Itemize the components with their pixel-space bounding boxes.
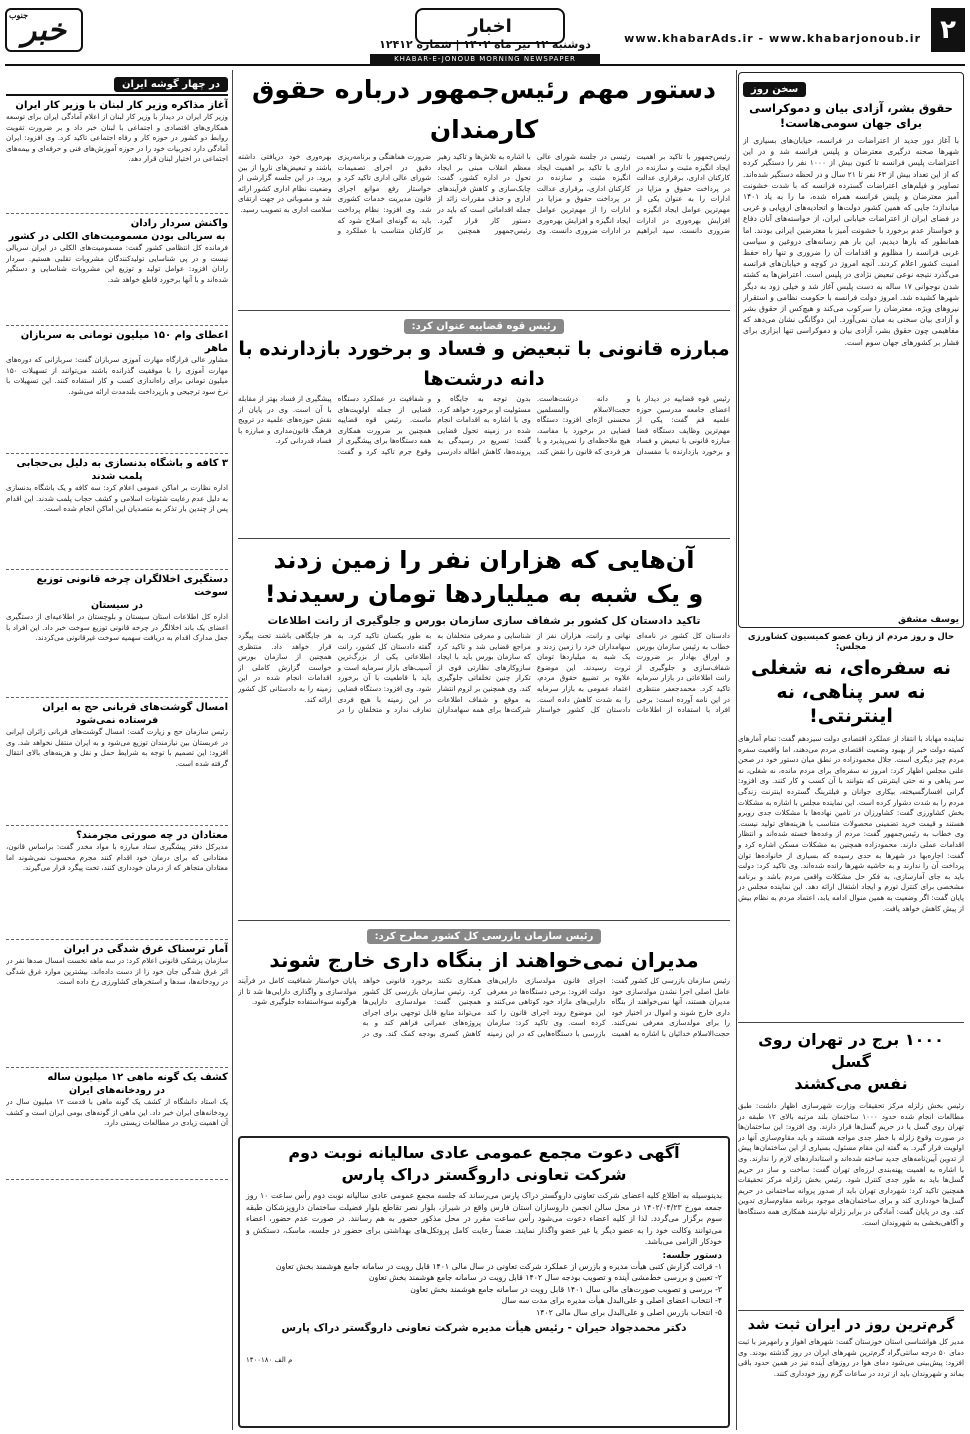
side-news-item	[6, 96, 228, 214]
side-news-title: دستگیری اخلالگران چرخه قانونی توزیع سوخت	[36, 574, 228, 598]
side-news-title: کشف یک گونه ماهی ۱۲ میلیون ساله	[47, 1072, 228, 1083]
towers-title-1: ۱۰۰۰ برج در تهران روی گسل	[758, 1030, 944, 1071]
corruption-title: مبارزه قانونی با تبعیض و فساد و برخورد بازدارنده با دانه درشت‌ها	[238, 338, 730, 390]
side-news-item	[6, 826, 228, 940]
bourse-article	[238, 538, 730, 920]
hottest-article	[738, 1310, 964, 1428]
corruption-kicker: رئیس قوه قضاییه عنوان کرد:	[404, 319, 565, 334]
ad-agenda	[246, 1261, 722, 1319]
side-news-title: اعطای وام ۱۵۰ میلیون تومانی به سربازان ماهر	[20, 330, 228, 354]
side-news-item	[6, 570, 228, 698]
editorial-author: یوسف مشفق	[897, 615, 959, 625]
ad-agenda-item: ۲- تعیین و بررسی خط‌مشی آینده و تصویب بودجه سال ۱۴۰۲ قابل رویت در سامانه جامع هوشمند بخش تعاون	[368, 1273, 722, 1282]
towers-title-2: نفس می‌کشند	[794, 1074, 908, 1093]
main-title: دستور مهم رئیس‌جمهور درباره حقوق کارمندان	[252, 75, 716, 144]
side-news-title: امسال گوشت‌های قربانی حج به ایران	[42, 702, 228, 713]
side-news-subtitle: در رودخانه‌های ایران	[69, 1085, 165, 1096]
hottest-body: مدیر کل هواشناسی استان خوزستان گفت: شهرهای اهواز و رامهرمز با ثبت دمای ۵۰ درجه سانتی‌گراد گرم‌ترین شهرهای ایران در روز گذشته بودند. وی افزود: پیش‌بینی می‌شود دمای هوا در روزهای آینده نیز در همین حدود باقی بماند و شهروندان باید از تردد در ساعات گرم روز خودداری کنند.	[738, 1337, 964, 1378]
side-news-body: اداره کل اطلاعات استان سیستان و بلوچستان در اطلاعیه‌ای از دستگیری اعضای یک باند اخلالگر در چرخه قانونی توزیع سوخت خبر داد. این افراد با جعل مدارک اقدام به دریافت سهمیه سوخت غیرقانونی می‌کردند.	[6, 612, 228, 643]
side-news-body: مشاور عالی قرارگاه مهارت آموزی سربازان گفت: سربازانی که دوره‌های مهارت آموزی را با موفقیت گذرانده باشند می‌توانند از تسهیلات ۱۵۰ میلیون تومانی برای راه‌اندازی کسب و کار استفاده کنند. این تسهیلات با نرخ سود ترجیحی و بازپرداخت بلندمدت ارائه می‌شود.	[6, 355, 228, 396]
side-tag: در چهار گوشه ایران	[114, 77, 228, 92]
nowhere-kicker: حال و روز مردم از زبان عضو کمیسیون کشاورزی مجلس:	[747, 632, 955, 652]
ad-signature: دکتر محمدجواد حیران - رئیس هیأت مدیره شرکت تعاونی داروگستر دراک پارس	[281, 1322, 687, 1334]
side-news-item	[6, 326, 228, 454]
side-news-column	[6, 72, 228, 1430]
nowhere-body: نماینده مهاباد با انتقاد از عملکرد اقتصادی دولت سیزدهم گفت: تمام آمارهای کمیته دولت خبر از بهبود وضعیت اقتصادی مردم می‌دهند، اما واقعیت سفره مردم چیز دیگری است. جلال محمودزاده در نطق میان دستور خود در صحن علنی مجلس اظهار کرد: امروز نه سفره‌ای برای مردم مانده، نه شغلی، نه سر پناهی و نه حتی اینترنتی که بتوانند با آن کسب و کار کنند. وی افزود: گرانی افسارگسیخته، بیکاری جوانان و فیلترینگ گسترده اینترنت زندگی مردم را به شدت دشوار کرده است. این نماینده مجلس با اشاره به مشکلات بخش کشاورزی گفت: کشاورزان در تامین نهاده‌ها با مشکلات جدی روبرو هستند و قیمت خرید تضمینی محصولات متناسب با هزینه‌های تولید نیست. وی خطاب به رئیس‌جمهور گفت: مردم از وعده‌ها خسته شده‌اند و انتظار اقدامات عملی دارند. محمودزاده همچنین به مشکلات مسکن اشاره کرد و گفت: اجاره‌بها در شهرها به حدی رسیده که بسیاری از خانواده‌ها توان پرداخت آن را ندارند و به حاشیه شهرها رانده شده‌اند. وی تاکید کرد: دولت باید به جای آمارسازی، به فکر حل مشکلات واقعی مردم باشد و برنامه مشخصی برای کنترل تورم و ایجاد اشتغال ارائه دهد. این نماینده مجلس در پایان گفت: اگر وضعیت به همین منوال ادامه یابد، اعتماد مردم به نظام بیش از پیش کاهش خواهد یافت.	[738, 734, 964, 913]
editorial-body: با آغاز دور جدید از اعتراضات در فرانسه، خیابان‌های بسیاری از شهرها صحنه درگیری معترضان و پلیس فرانسه شد و در این اعتراضات پلیس فرانسه تا کنون بیش از ۱۰۰۰ نفر را دستگیر کرده که از این تعداد بیش از ۶۳ نفر تا ۲۱ سال و در لحظه دستگیر شده‌اند. تصاویر و فیلم‌های اعتراضات گسترده فرانسه که با شدت خشونت آمیز معترضان و پلیس فرانسه همراه شده، ما را به یاد ۱۴۰۱ میاندازد؛ جایی که همین کشور دولت‌ها و اتحادیه‌های اروپایی و غربی در فضای ایران از اعتراضات خیابانی ایران، از خواسته‌های آنان دفاع و خواستار عدم برخورد با خشونت آمیز با معترضین ایرانی بودند. اما همانطور که بارها دیدیم، این بار هم رسانه‌های دروغین و سیاسی غربی فرانسه را مظلوم و اقدامات آن را ضروری و تنها راه حفظ امنیت کشور اعلام کردند. آنچه امروز در کوچه و خیابان‌های فرانسه می‌گذرد نتیجه نوعی تبعیض نژادی در پلیس است. اعتراض‌ها به کشته شدن نوجوانی ۱۷ ساله به دست پلیس آغاز شد و خیلی زود به دیگر شهرها کشیده شد. امروز دولت فرانسه با حکومت نظامی و استقرار نیروهای ویژه، معترضان را سرکوب می‌کند و هیچ‌کس از حقوق بشر و آزادی بیان سخنی به میان نمی‌آورد. این دوگانگی نشان می‌دهد که مفاهیمی چون حقوق بشر، آزادی بیان و دموکراسی تنها ابزاری برای فشار بر کشورهای جهان سوم است.	[743, 136, 959, 347]
ad-title-1: آگهی دعوت مجمع عمومی عادی سالیانه نوبت دوم	[288, 1143, 680, 1162]
editorial-title: حقوق بشر، آزادی بیان و دموکراسی برای جهان سومی‌هاست!	[749, 101, 953, 130]
website-urls[interactable]: www.khabarAds.ir - www.khabarjonoub.ir	[624, 32, 921, 45]
managers-kicker: رئیس سازمان بازرسی کل کشور مطرح کرد:	[367, 929, 602, 944]
bourse-subtitle: تاکید دادستان کل کشور بر شفاف سازی سازمان بورس و جلوگیری از رانت اطلاعات	[267, 615, 701, 627]
issue-date: دوشنبه ۱۲ تیر ماه ۱۴۰۲ | شماره ۱۲۴۱۲	[379, 38, 591, 51]
column-rule-left	[232, 70, 233, 1430]
header-rule	[5, 64, 965, 66]
nowhere-title-1: نه سفره‌ای، نه شغلی	[750, 657, 952, 679]
side-news-title: واکنش سردار رادان	[130, 218, 228, 229]
side-news-subtitle: پلمب شدند	[91, 471, 143, 482]
ad-agenda-item: ۵- انتخاب بازرس اصلی و علی‌البدل برای سال مالی ۱۴۰۲	[536, 1307, 722, 1317]
side-news-title: آمار ترسناک غرق شدگی در ایران	[63, 944, 228, 955]
side-news-list	[6, 96, 228, 1180]
corruption-article	[238, 310, 730, 538]
managers-title: مدیران نمی‌خواهند از بنگاه داری خارج شوند	[269, 948, 699, 972]
side-news-body: فرمانده کل انتظامی کشور گفت: مسمومیت‌های الکلی در ایران سریالی نیست و در پی شناسایی تولیدکنندگان مشروبات تقلبی هستیم. سردار رادان افزود: عوامل تولید و توزیع این مشروبات شناسایی و دستگیر شده‌اند و با آنها برخورد قاطع خواهد شد.	[6, 243, 228, 284]
side-news-title: معتادان در چه صورتی مجرمند؟	[76, 830, 228, 841]
side-news-item	[6, 214, 228, 326]
bourse-body: دادستان کل کشور در نامه‌ای خطاب به رئیس سازمان بورس و اوراق بهادار بر ضرورت شفاف‌سازی و جلوگیری از رانت اطلاعاتی در بازار سرمایه تاکید کرد. محمدجعفر منتظری در این نامه آورده است: برخی افراد با استفاده از اطلاعات نهانی و رانت، هزاران نفر از سهامداران خرد را زمین زدند و یک شبه به میلیاردها تومان ثروت رسیدند. این موضوع علاوه بر تضییع حقوق مردم، اعتماد عمومی به بازار سرمایه را به شدت کاهش داده است. دادستان کل کشور خواستار شناسایی و معرفی متخلفان به مراجع قضایی شد و تاکید کرد که سازمان بورس باید با ایجاد سازوکارهای نظارتی قوی از تکرار چنین تخلفاتی جلوگیری کند. وی همچنین بر لزوم انتشار به موقع و شفاف اطلاعات شرکت‌ها برای همه سهامداران به طور یکسان تاکید کرد. به گفته دادستان کل کشور، رانت اطلاعاتی یکی از بزرگ‌ترین آسیب‌های بازار سرمایه است و باید با قاطعیت با آن برخورد شود. وی افزود: دستگاه قضایی در این زمینه با هیچ فردی تعارف ندارد و متخلفان را در هر جایگاهی باشند تحت پیگرد قرار خواهد داد. منتظری همچنین از سازمان بورس خواست گزارش کاملی از اقدامات انجام شده در این زمینه را به دادستانی کل کشور ارائه کند.	[238, 631, 730, 715]
page-number: ۲	[931, 8, 965, 52]
side-news-body: سازمان پزشکی قانونی اعلام کرد: در سه ماهه نخست امسال صدها نفر در اثر غرق شدگی جان خود را از دست داده‌اند. بیشترین موارد غرق شدگی در رودخانه‌ها، سدها و استخرهای کشاورزی رخ داده است.	[6, 956, 228, 987]
nowhere-article	[738, 632, 964, 962]
side-news-item	[6, 454, 228, 570]
side-news-body: یک استاد دانشگاه از کشف یک گونه ماهی با قدمت ۱۲ میلیون سال در رودخانه‌های ایران خبر داد. این ماهی از گونه‌های بومی ایران است و کشف آن اهمیت زیادی در مطالعات زیستی دارد.	[6, 1097, 228, 1128]
side-news-body: وزیر کار ایران در دیدار با وزیر کار لبنان از اعلام آمادگی ایران برای توسعه همکاری‌های اقتصادی و اجتماعی با لبنان خبر داد و بر ضرورت تقویت روابط دو کشور در حوزه کار و رفاه اجتماعی تاکید کرد. وی افزود: ایران آمادگی دارد تجربیات خود را در حوزه آموزش‌های فنی و حرفه‌ای و بیمه‌های اجتماعی در اختیار لبنان قرار دهد.	[6, 112, 228, 164]
corruption-body: رئیس قوه قضاییه در دیدار با اعضای جامعه مدرسین حوزه علمیه قم گفت: یکی از مهم‌ترین وظایف دستگاه قضا مبارزه قانونی با تبعیض و فساد و برخورد بازدارنده با مفسدان و دانه درشت‌هاست. حجت‌الاسلام والمسلمین محسنی اژه‌ای افزود: دستگاه قضایی در برخورد با مفاسد، هیچ ملاحظه‌ای را نمی‌پذیرد و با هر فردی که قانون را نقض کند، بدون توجه به جایگاه و مسئولیت او برخورد خواهد کرد. وی با اشاره به اقدامات انجام شده در زمینه تحول قضایی گفت: تسریع در رسیدگی به پرونده‌ها، کاهش اطاله دادرسی و شفافیت در عملکرد دستگاه قضایی از جمله اولویت‌های ماست. رئیس قوه قضاییه همچنین بر ضرورت همکاری همه دستگاه‌ها برای پیشگیری از وقوع جرم تاکید کرد و گفت: پیشگیری از فساد بهتر از مقابله با آن است. وی در پایان از نقش حوزه‌های علمیه در ترویج فرهنگ قانون‌مداری و مبارزه با فساد قدردانی کرد.	[238, 394, 730, 456]
towers-article	[738, 1022, 964, 1304]
side-news-item	[6, 1068, 228, 1180]
ad-box	[238, 1136, 730, 1428]
ad-agenda-item: ۴- انتخاب اعضای اصلی و علی‌البدل هیأت مدیره برای مدت سه سال	[501, 1296, 722, 1305]
side-news-subtitle: فرستاده نمی‌شود	[75, 715, 159, 726]
main-body: رئیس‌جمهور با تاکید بر اهمیت ایجاد انگیزه مثبت و سازنده در کارکنان اداری، برقراری عدالت در پرداخت حقوق و مزایا در ادارات را به عنوان یکی از مهم‌ترین عوامل ایجاد انگیزه و افزایش بهره‌وری در ادارات ضروری دانست. سید ابراهیم رئیسی در جلسه شورای عالی اداری با تاکید بر اهمیت ایجاد انگیزه مثبت و سازنده در کارکنان اداری، برقراری عدالت در پرداخت حقوق و مزایا در ادارات را از مهم‌ترین عوامل ایجاد انگیزه و افزایش بهره‌وری در ادارات ضروری دانست. وی با اشاره به تلاش‌ها و تاکید رهبر معظم انقلاب مبنی بر ایجاد تحول در اداره کشور، گفت: چابک‌سازی و کاهش فرآیندهای اداری و حذف مقررات زائد از جمله اقداماتی است که باید در دستور کار قرار گیرد. رئیس‌جمهور همچنین بر ضرورت هماهنگی و برنامه‌ریزی دقیق در اجرای تصمیمات شورای عالی اداری تاکید کرد و خواستار رفع موانع اجرای قانون مدیریت خدمات کشوری شد. وی افزود: نظام پرداخت باید به گونه‌ای اصلاح شود که کارکنان متناسب با عملکرد و بهره‌وری خود دریافتی داشته باشند و تبعیض‌های ناروا از بین برود. در این جلسه گزارشی از وضعیت نظام اداری کشور ارائه شد و مصوباتی در جهت ارتقای سلامت اداری به تصویب رسید.	[238, 152, 730, 236]
side-news-item	[6, 698, 228, 826]
ad-agenda-title: دستور جلسه:	[662, 1250, 722, 1261]
nowhere-title-2: نه سر پناهی، نه اینترنتی!	[776, 681, 926, 727]
column-rule	[736, 70, 737, 1430]
managers-article	[238, 920, 730, 1132]
masthead	[5, 8, 965, 58]
ad-agenda-item: ۳- بررسی و تصویب صورت‌های مالی سال ۱۴۰۱ قابل رویت در سامانه جامع هوشمند بخش تعاون	[410, 1284, 722, 1294]
bourse-title-2: و یک شبه به میلیاردها تومان رسیدند!	[264, 580, 704, 608]
editorial-tag: سخن روز	[743, 82, 806, 97]
english-band: KHABAR-E-JONOUB MORNING NEWSPAPER	[370, 54, 600, 64]
ad-agenda-item: ۱- قرائت گزارش کتبی هیأت مدیره و بازرس از عملکرد شرکت تعاونی در سال مالی ۱۴۰۱ قابل رویت در سامانه جامع هوشمند بخش تعاون	[275, 1261, 722, 1271]
managers-body: رئیس سازمان بازرسی کل کشور گفت: عامل اصلی اجرا نشدن مولدسازی خود مدیران هستند، آنها نمی‌خواهند از بنگاه داری خارج شوند و اموال در اختیار خود را برای مولدسازی معرفی نمی‌کنند. حجت‌الاسلام خدائیان با اشاره به اهمیت اجرای قانون مولدسازی دارایی‌های دولت افزود: برخی دستگاه‌ها در معرفی دارایی‌های مازاد خود کوتاهی می‌کنند و این موضوع روند اجرای قانون را کند کرده است. وی تاکید کرد: سازمان بازرسی با دستگاه‌هایی که در این زمینه همکاری نکنند برخورد قانونی خواهد کرد. رئیس سازمان بازرسی کل کشور همچنین گفت: مولدسازی دارایی‌ها می‌تواند منابع قابل توجهی برای اجرای پروژه‌های عمرانی فراهم کند و به کاهش کسری بودجه کمک کند. وی در پایان خواستار شفافیت کامل در فرآیند مولدسازی و واگذاری دارایی‌ها شد تا از هرگونه سوءاستفاده جلوگیری شود.	[238, 976, 730, 1038]
bourse-title-1: آن‌هایی که هزاران نفر را زمین زدند	[273, 546, 695, 574]
side-news-body: مدیرکل دفتر پیشگیری ستاد مبارزه با مواد مخدر گفت: براساس قانون، معتادانی که برای درمان خود اقدام کنند مجرم محسوب نمی‌شوند اما معتادان متجاهر که از درمان خودداری کنند، تحت پیگرد قرار می‌گیرند.	[6, 842, 228, 873]
ad-title-2: شرکت تعاونی داروگستر دراک پارس	[341, 1165, 627, 1184]
towers-body: رئیس بخش زلزله مرکز تحقیقات وزارت شهرسازی اظهار داشت: طبق مطالعات انجام شده حدود ۱۰۰۰ ساختمان بلند مرتبه بالای ۱۲ طبقه در تهران روی گسل یا در حریم گسل‌ها قرار دارند. وی افزود: این ساختمان‌ها در صورت وقوع زلزله با خطر جدی مواجه هستند و باید مقاوم‌سازی آنها در اولویت قرار گیرد. به گفته این مقام مسئول، بسیاری از این ساختمان‌ها پیش از تدوین آیین‌نامه‌های جدید ساخته شده‌اند و استانداردهای لازم را ندارند. وی با اشاره به اهمیت پهنه‌بندی لرزه‌ای تهران گفت: ساخت و ساز در حریم گسل‌ها باید به طور جدی کنترل شود. رئیس بخش زلزله مرکز تحقیقات همچنین تاکید کرد: شهرداری تهران باید از صدور پروانه ساختمانی در حریم گسل‌ها خودداری کند و برای ساختمان‌های موجود برنامه مقاوم‌سازی تدوین کند. وی در پایان گفت: آمادگی در برابر زلزله نیازمند همکاری همه دستگاه‌ها و آگاهی‌بخشی به شهروندان است.	[738, 1101, 964, 1227]
hottest-title: گرم‌ترین روز در ایران ثبت شد	[747, 1317, 955, 1333]
section-title: اخبار	[415, 8, 565, 44]
side-news-body: اداره نظارت بر اماکن عمومی اعلام کرد: سه کافه و یک باشگاه بدنسازی به دلیل عدم رعایت شئونات اسلامی و کشف حجاب پلمب شدند. این اقدام پس از چندین بار تذکر به متصدیان این اماکن انجام شده است.	[6, 483, 228, 514]
side-news-body: رئیس سازمان حج و زیارت گفت: امسال گوشت‌های قربانی زائران ایرانی در عربستان بین نیازمندان توزیع می‌شود و به ایران منتقل نخواهد شد. وی افزود: این تصمیم با توجه به شرایط حمل و نقل و هزینه‌های بالای انتقال گرفته شده است.	[6, 727, 228, 768]
ad-code: م الف ۱۴۰۰۱۸۰	[246, 1356, 293, 1364]
newspaper-logo: جنوب خبر	[5, 8, 83, 52]
main-article	[238, 70, 730, 312]
side-news-subtitle: به سریالی بودن مسمومیت‌های الکلی در کشور	[8, 231, 226, 242]
side-news-title: ۳ کافه و باشگاه بدنسازی به دلیل بی‌حجابی	[16, 458, 228, 469]
editorial-box	[738, 72, 964, 628]
side-news-item	[6, 940, 228, 1068]
side-news-subtitle: در سیستان	[90, 600, 144, 611]
ad-body: بدینوسیله به اطلاع کلیه اعضای شرکت تعاونی داروگستر دراک پارس می‌رساند که جلسه مجمع عمومی عادی سالیانه نوبت دوم رأس ساعت ۱۰ روز جمعه مورخ ۱۴۰۲/۰۴/۲۳ در محل سالن انجمن داروسازان استان فارس واقع در شیراز، بلوار نصر تقاطع بلوار فضیلت ساختمان داروپزشکان طبقه سوم برگزار می‌گردد. لذا از کلیه اعضاء دعوت می‌شود رأس ساعت مقرر در محل مذکور حضور به هم رسانند. در صورت عدم حضور، اعضاء می‌توانند وکالت خود را به عضو دیگر یا غیر عضو واگذار نمایند. ضمناً رعایت کامل پروتکل‌های بهداشتی برای حضور در جلسه، ماسک، دستکش و خودکار الزامی می‌باشد.	[246, 1191, 722, 1246]
side-news-title: آغاز مذاکره وزیر کار لبنان با وزیر کار ایران	[15, 100, 228, 111]
